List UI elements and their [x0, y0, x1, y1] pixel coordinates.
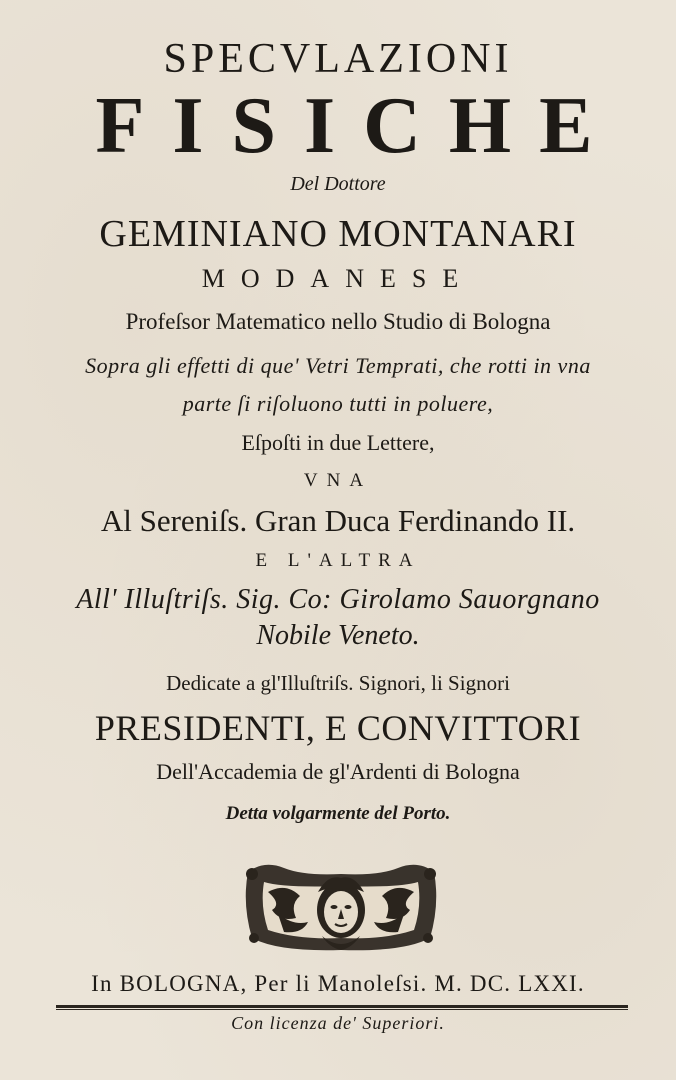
author-origin: MODANESE — [201, 264, 475, 293]
title-line-speculazioni: SPECVLAZIONI — [163, 36, 513, 82]
exposition-line: Eſpoſti in due Lettere, — [241, 430, 435, 455]
academy-nickname: Detta volgarmente del Porto. — [225, 803, 451, 824]
imprint-rule-thin — [56, 1009, 628, 1010]
author-position: Profeſsor Matematico nello Studio di Bologna — [125, 309, 551, 334]
subject-line-2: parte ſi riſoluono tutti in poluere, — [182, 391, 494, 416]
imprint-line: In BOLOGNA, Per li Manoleſsi. M. DC. LXXI. — [91, 971, 585, 996]
dedicatees-line: PRESIDENTI, E CONVITTORI — [94, 708, 582, 748]
printer-ornament-icon — [238, 852, 444, 956]
dedication-line: Dedicate a gl'Illuſtriſs. Signori, li Signori — [166, 671, 510, 695]
academy-line: Dell'Accademia de gl'Ardenti di Bologna — [156, 759, 520, 784]
subject-line-1: Sopra gli effetti di que' Vetri Temprati, che rotti in vna — [85, 353, 591, 378]
title-line-fisiche: FISICHE — [95, 82, 621, 170]
license-line: Con licenza de' Superiori. — [231, 1013, 445, 1033]
letter-two-recipient-line-1: All' Illuſtriſs. Sig. Co: Girolamo Sauorgnano — [76, 584, 600, 615]
imprint-rule-thick — [56, 1005, 628, 1008]
letter-one-heading: VNA — [303, 470, 373, 491]
letter-one-recipient: Al Sereniſs. Gran Duca Ferdinando II. — [100, 503, 576, 538]
author-name: GEMINIANO MONTANARI — [99, 213, 577, 255]
letter-two-heading: E L'ALTRA — [255, 550, 421, 571]
byline-intro: Del Dottore — [290, 173, 386, 195]
letter-two-recipient-line-2: Nobile Veneto. — [256, 620, 420, 651]
